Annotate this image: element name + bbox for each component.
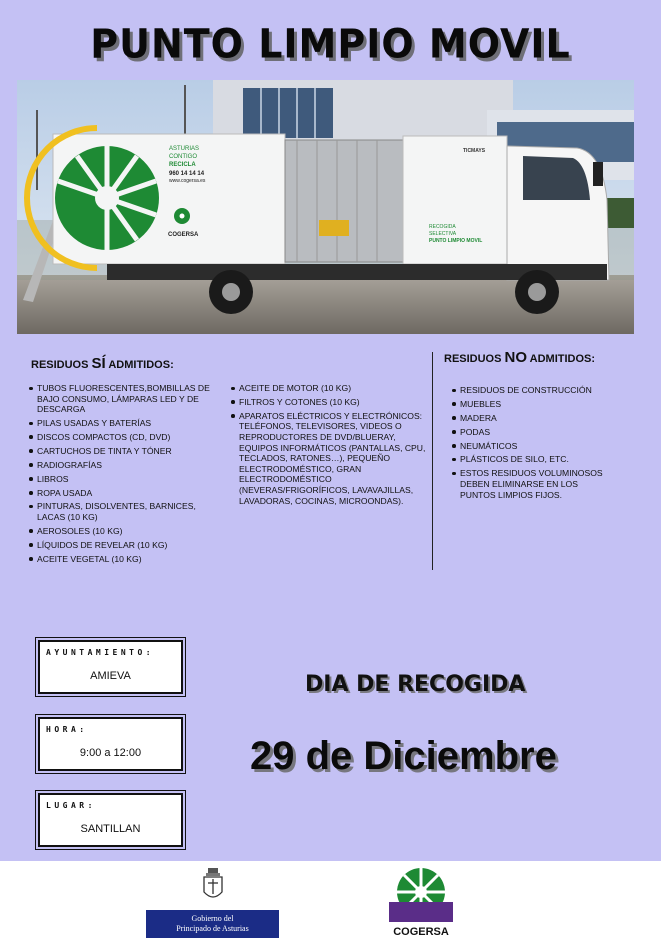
not-admitted-heading-big: NO [504,349,528,366]
truck-door-text-2: SELECTIVA [429,231,457,237]
list-item: ROPA USADA [29,488,226,499]
truck-side-text-3: RECICLA [169,162,196,168]
admitted-heading-post: ADMITIDOS: [105,359,174,371]
list-item: PINTURAS, DISOLVENTES, BARNICES, LACAS (10 KG) [29,501,226,522]
ayuntamiento-box [38,640,183,694]
truck-photo [17,80,634,334]
list-item: TUBOS FLUORESCENTES,BOMBILLAS DE BAJO CONSUMO, LÁMPARAS LED Y DE DESCARGA [29,383,226,415]
list-item: MUEBLES [452,399,612,410]
gobierno-line2: Principado de Asturias [176,924,249,933]
list-item: RADIOGRAFÍAS [29,460,226,471]
column-divider [432,352,433,570]
lugar-box [38,793,183,847]
collection-day-label: DIA DE RECOGIDA [305,672,526,697]
list-item: CARTUCHOS DE TINTA Y TÓNER [29,446,226,457]
admitted-list-col2 [231,383,426,509]
ayuntamiento-label: AYUNTAMIENTO: [46,648,155,657]
gobierno-logo [146,910,279,938]
list-item: MADERA [452,413,612,424]
truck-door-text-1: RECOGIDA [429,224,456,230]
list-item: NEUMÁTICOS [452,441,612,452]
footer [0,861,661,951]
truck-brand: TICMAYS [463,148,486,154]
admitted-heading-big: SÍ [91,355,106,372]
truck-door-text-3: PUNTO LIMPIO MOVIL [429,238,483,244]
list-item: LIBROS [29,474,226,485]
gobierno-line1: Gobierno del [191,914,234,923]
truck-side-text-5: www.cogersa.es [169,178,206,184]
list-item: PLÁSTICOS DE SILO, ETC. [452,454,612,465]
list-item: APARATOS ELÉCTRICOS Y ELECTRÓNICOS: TELÉFONOS, TELEVISORES, VIDEOS O REPRODUCTORES DE DVD/BLUERAY, EQUIPOS INFORMÁTICOS (PANTALLAS, CPU, TECLADOS, RATONES…), PEQUEÑO ELECTRODOMÉSTICO, GRAN ELECTRODOMÉSTICO (NEVERAS/FRIGORÍFICOS, LAVAVAJILLAS, LAVADORAS, COCINAS, MICROONDAS). [231,411,426,506]
truck-logo-label: COGERSA [168,232,199,238]
not-admitted-heading [444,349,595,366]
list-item: PILAS USADAS Y BATERÍAS [29,418,226,429]
list-item: LÍQUIDOS DE REVELAR (10 KG) [29,540,226,551]
not-admitted-heading-post: ADMITIDOS: [527,353,596,365]
admitted-heading [31,355,174,372]
admitted-heading-pre: RESIDUOS [31,359,92,371]
list-item: PODAS [452,427,612,438]
coat-of-arms-icon [201,868,225,904]
not-admitted-list [452,385,612,503]
list-item: DISCOS COMPACTOS (CD, DVD) [29,432,226,443]
list-item: ACEITE VEGETAL (10 KG) [29,554,226,565]
list-item: FILTROS Y COTONES (10 KG) [231,397,426,408]
list-item: ACEITE DE MOTOR (10 KG) [231,383,426,394]
lugar-value: SANTILLAN [80,823,141,835]
truck-side-text-1: ASTURIAS [169,146,200,152]
ayuntamiento-value: AMIEVA [90,670,131,682]
not-admitted-heading-pre: RESIDUOS [444,353,505,365]
truck-side-text-4: 960 14 14 14 [169,171,205,177]
page-title: PUNTO LIMPIO MOVIL [90,20,571,68]
cogersa-label: COGERSA [393,926,449,938]
list-item: ESTOS RESIDUOS VOLUMINOSOS DEBEN ELIMINARSE EN LOS PUNTOS LIMPIOS FIJOS. [452,468,612,500]
truck-side-text-2: CONTIGO [169,154,197,160]
admitted-list-col1 [29,383,226,568]
cogersa-bar [389,902,453,922]
truck-illustration [17,80,634,334]
hora-value: 9:00 a 12:00 [79,747,142,759]
list-item: AEROSOLES (10 KG) [29,526,226,537]
hora-box [38,717,183,771]
list-item: RESIDUOS DE CONSTRUCCIÓN [452,385,612,396]
lugar-label: LUGAR: [46,801,96,810]
hora-label: HORA: [46,725,88,734]
collection-date: 29 de Diciembre [250,734,557,778]
